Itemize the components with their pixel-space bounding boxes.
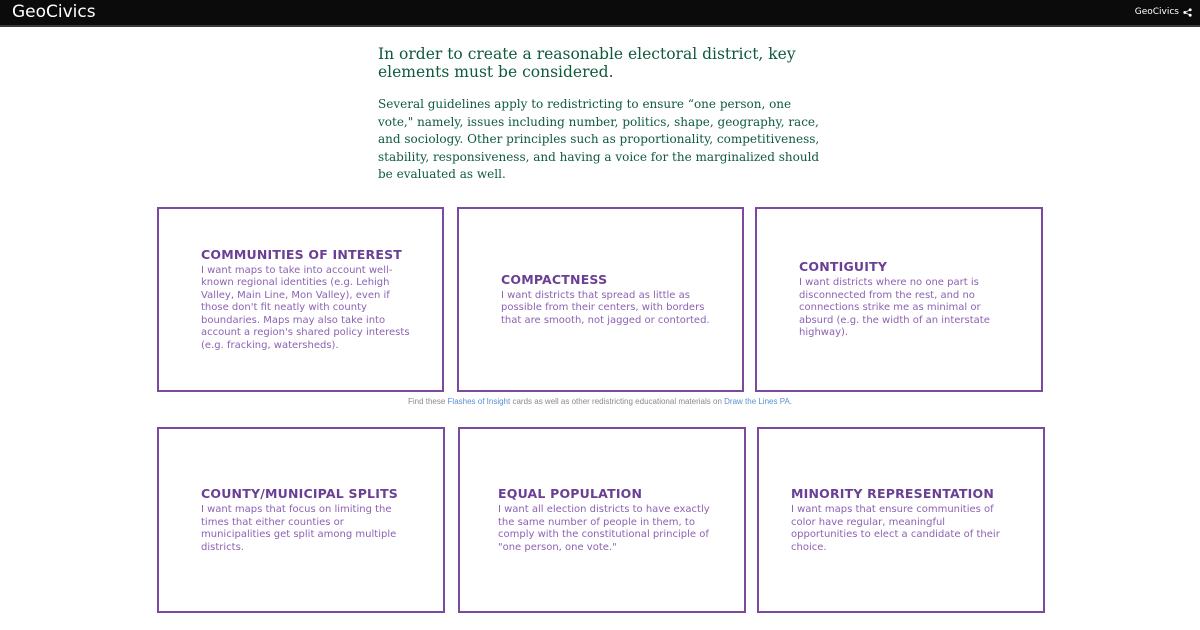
card-compactness: [457, 207, 744, 392]
card-text: I want districts where no one part is disconnected from the rest, and no connections strike me as minimal or absurd (e.g. the width of an interstate highway).: [799, 277, 990, 339]
caption-prefix: Find these: [407, 397, 448, 406]
caption-middle: cards as well as other redistricting educational materials on: [510, 397, 725, 406]
intro-heading: In order to create a reasonable electoral district, key elements must be considered.: [378, 45, 796, 81]
card-county-municipal-splits: [157, 427, 445, 613]
intro-body: Several guidelines apply to redistricting to ensure “one person, one vote," namely, issues including number, politics, shape, geography, race, and sociology. Other principles such as proportionality, competitiveness, stability, responsiveness, and having a voice for the marginalized should be evaluated as well.: [378, 97, 820, 181]
card-communities-of-interest: [157, 207, 444, 392]
card-title: CONTIGUITY: [799, 259, 888, 275]
card-text: I want maps that ensure communities of color have regular, meaningful opportunities to elect a candidate of their choice.: [791, 504, 1000, 553]
card-text: I want maps to take into account well-known regional identities (e.g. Lehigh Valley, Main Line, Mon Valley), even if those don't fit neatly with county boundaries. Maps may also take into account a region's shared policy interests (e.g. fracking, watersheds).: [201, 264, 410, 351]
share-icon: [1183, 8, 1192, 17]
card-text: I want districts that spread as little as possible from their centers, with borders that are smooth, not jagged or contorted.: [501, 289, 710, 326]
share-button[interactable]: [1135, 7, 1192, 17]
card-text: I want all election districts to have exactly the same number of people in them, to comply with the constitutional principle of "one person, one vote.": [498, 504, 710, 553]
flashes-of-insight-link[interactable]: Flashes of Insight: [447, 397, 511, 406]
card-minority-representation: [757, 427, 1045, 613]
card-contiguity: [755, 207, 1043, 392]
top-navigation-bar: [0, 0, 1200, 27]
card-title: MINORITY REPRESENTATION: [791, 486, 995, 501]
intro-section: [378, 45, 828, 184]
card-title: EQUAL POPULATION: [498, 486, 643, 501]
share-label: GeoCivics: [1134, 7, 1179, 17]
draw-the-lines-link[interactable]: Draw the Lines PA: [724, 397, 790, 406]
materials-caption: [0, 397, 1200, 406]
card-equal-population: [458, 427, 746, 613]
card-title: COMPACTNESS: [501, 271, 608, 287]
card-text: I want maps that focus on limiting the times that either counties or municipalities get split among multiple districts.: [201, 504, 397, 553]
card-title: COUNTY/MUNICIPAL SPLITS: [201, 486, 398, 501]
caption-suffix: .: [789, 397, 793, 406]
card-title: COMMUNITIES OF INTEREST: [201, 246, 402, 262]
brand-logo-link[interactable]: GeoCivics: [12, 2, 96, 22]
